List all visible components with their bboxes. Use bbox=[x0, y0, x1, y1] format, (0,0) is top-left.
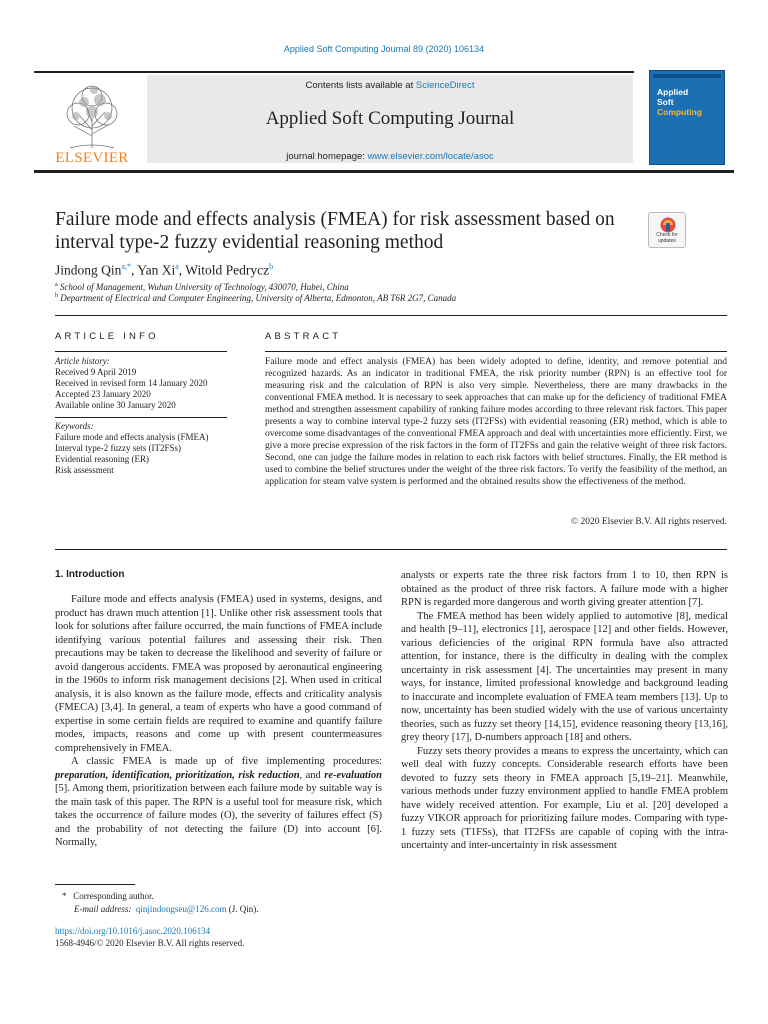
homepage-link[interactable]: www.elsevier.com/locate/asoc bbox=[367, 151, 494, 162]
email-note: E-mail address: qinjindongseu@126.com (J. Qin). bbox=[74, 904, 259, 914]
article-history: Article history: Received 9 April 2019 Received in revised form 14 January 2020 Accepted 23 January 2020 Available online 30 January 2020 bbox=[55, 356, 208, 410]
info-rule-mid bbox=[55, 417, 227, 418]
author-sup[interactable]: a,* bbox=[121, 262, 131, 271]
abstract-rule-bottom bbox=[55, 549, 727, 550]
author-name[interactable]: Witold Pedrycz bbox=[185, 262, 270, 278]
info-rule-top bbox=[55, 351, 227, 352]
journal-homepage: journal homepage: www.elsevier.com/locate/asoc bbox=[286, 151, 494, 162]
crossmark-label: Check for updates bbox=[656, 232, 678, 244]
issn-line: 1568-4946/© 2020 Elsevier B.V. All rights reserved. bbox=[55, 938, 245, 948]
abstract-rule-top bbox=[265, 351, 727, 352]
author-name[interactable]: Jindong Qin bbox=[55, 262, 122, 278]
body-left-column bbox=[55, 593, 382, 850]
journal-masthead bbox=[147, 75, 633, 163]
author-sup[interactable]: a bbox=[175, 262, 179, 271]
header-rule-bottom bbox=[34, 170, 734, 173]
intro-paragraph-3: analysts or experts rate the three risk factors from 1 to 10, then RPN is obtained as the product of three risk factors. A failure mode with a higher RPN is regarded more dangerous and worth giving greater attention [7]. bbox=[401, 570, 728, 608]
corresponding-note: * Corresponding author. bbox=[62, 891, 154, 901]
abstract-copyright: © 2020 Elsevier B.V. All rights reserved. bbox=[570, 517, 727, 527]
abstract-text: Failure mode and effect analysis (FMEA) has been widely adopted to define, identity, and remove potential and recognized hazards. As an indicator in traditional FMEA, the risk priority number (RPN) is an effective tool for measuring risk and the calculation of RPN is also very simple. Nevertheless, there are many drawbacks in the conventional FMEA method. It is necessary to seek approaches that can make up for the deficiency of traditional FMEA method and strengthen assessment capability of ranking failure modes according to three relevant risk factors. This paper presents a way to combine interval type-2 fuzzy sets (IT2FSs) with evidential reasoning (ER) method, which is able to overcome some disadvantages of the conventional FMEA approach and deal with uncertainties more efficiently. First, we give a more precise expression of the risk factors in the form of IT2FSs and gain the relative weight of three risk factors. Second, one can judge the failure modes in relation to each risk factors with belief structures. Finally, the ER method is used to combine the belief structures under the weight of the three risk factors. To verify the feasibility of the method, an application for steam valve system is performed and the obtained results show the effectiveness of the method. bbox=[265, 357, 727, 487]
intro-paragraph-4: The FMEA method has been widely applied to automotive [8], medical and health [9–11], electronics [1], aerospace [12] and other fields. However, various deficiencies of the original RPN formula have also attracted attention, for instance, there is the difficulty in dealing with the complex uncertainty in risk assessment [4]. The uncertainties may present in many ways, for instance, limited professional knowledge and background leading to inaccurate and incomplete evaluation of FMEA team members [13]. Up to now, uncertainty has been studied widely with the use of various uncertainty theories, such as fuzzy set theory [14,15], evidence reasoning theory [13,16], grey theory [17], D-numbers approach [18] and others. bbox=[401, 610, 728, 743]
author-list: Jindong Qin$^{a,*}$, Yan Xi$^a$, Witold Pedrycz$^b$ bbox=[55, 262, 274, 278]
author-name[interactable]: Yan Xi bbox=[137, 262, 176, 278]
keywords-list: Keywords: Failure mode and effects analysis (FMEA) Interval type-2 fuzzy sets (IT2FSs) Evidential reasoning (ER) Risk assessment bbox=[55, 421, 227, 476]
keyword: Interval type-2 fuzzy sets (IT2FSs) bbox=[55, 443, 181, 453]
introduction-heading: 1. Introduction bbox=[55, 569, 125, 580]
keyword: Risk assessment bbox=[55, 465, 114, 475]
footnote-rule bbox=[55, 884, 135, 885]
affiliation-a: $^a$ School of Management, Wuhan University of Technology, 430070, Hubei, China bbox=[55, 282, 349, 292]
article-title: Failure mode and effects analysis (FMEA) for risk assessment based on interval type-2 fuzzy evidential reasoning method bbox=[55, 209, 615, 253]
doi-link[interactable]: https://doi.org/10.1016/j.asoc.2020.106134 bbox=[55, 926, 211, 936]
publisher-name: ELSEVIER bbox=[55, 150, 129, 166]
sciencedirect-link[interactable]: ScienceDirect bbox=[415, 80, 475, 91]
section-rule bbox=[55, 315, 727, 316]
journal-title: Applied Soft Computing Journal bbox=[265, 108, 515, 129]
intro-paragraph-2: A classic FMEA is made up of five implementing procedures: preparation, identification, prioritization, risk reduction, and re-evaluation [5]. Among them, prioritization between each failure mode by suitable way is the main task of this paper. The RPN is a useful tool for measure risk, which takes the occurrence of failure modes (O), the severity of failures effect (S) and the probability of not detecting the failure (D) into account [6]. Normally, bbox=[55, 756, 382, 848]
cover-title: Applied Soft Computing bbox=[657, 87, 702, 117]
body-right-column bbox=[401, 569, 728, 853]
keyword: Failure mode and effects analysis (FMEA) bbox=[55, 432, 209, 442]
cover-band bbox=[653, 74, 721, 78]
intro-paragraph-5: Fuzzy sets theory provides a means to express the uncertainty, which can well deal with fuzzy concepts. Considerable research efforts have been devoted to fuzzy sets theory in FMEA approach [5,19–21]. Meanwhile, various methods under fuzzy environment applied to handle FMEA problem have widely received attention. For example, Liu et al. [20] developed a fuzzy VIKOR approach for prioritizing failure modes. Comparing with type-1 fuzzy sets (T1FSs), that IT2FSs are capable of coping with the intra-uncertainty and inter-uncertainty in risk assessment bbox=[401, 745, 728, 851]
intro-paragraph-1: Failure mode and effects analysis (FMEA) used in systems, designs, and product has drawn much attention [1]. Unlike other risk assessment tools that look for solutions after failure occurred, the main functions of FMEA include identifying various potential failures and assessing their risk. Then precautions may be taken to decrease the likelihood and severity of failure or avoid dangerous accidents. FMEA was proposed by aeronautical engineering in the 1960s to inform risk management decisions [2]. When used in critical analysis, it is also known as the failure mode, effects and criticality analysis (FMECA) [3,4]. In general, a team of experts who have a good command of expertise in some certain fields are required to examine and quantify failure modes, impacts, reasons and come up with present countermeasures comprehensively in FMEA. bbox=[55, 594, 382, 754]
email-link[interactable]: qinjindongseu@126.com bbox=[135, 904, 227, 914]
header-rule-top bbox=[34, 71, 634, 73]
journal-reference[interactable]: Applied Soft Computing Journal 89 (2020) 106134 bbox=[283, 44, 485, 54]
check-for-updates-badge[interactable] bbox=[648, 212, 686, 248]
keyword: Evidential reasoning (ER) bbox=[55, 454, 149, 464]
contents-available: Contents lists available at ScienceDirect bbox=[305, 80, 475, 91]
article-info-heading: ARTICLE INFO bbox=[55, 331, 159, 342]
author-sup[interactable]: b bbox=[269, 262, 274, 271]
abstract-heading: ABSTRACT bbox=[265, 331, 342, 342]
affiliation-b: $^b$ Department of Electrical and Computer Engineering, University of Alberta, Edmonton, AB T6R 2G7, Canada bbox=[55, 293, 457, 303]
journal-cover-image[interactable] bbox=[649, 70, 725, 165]
